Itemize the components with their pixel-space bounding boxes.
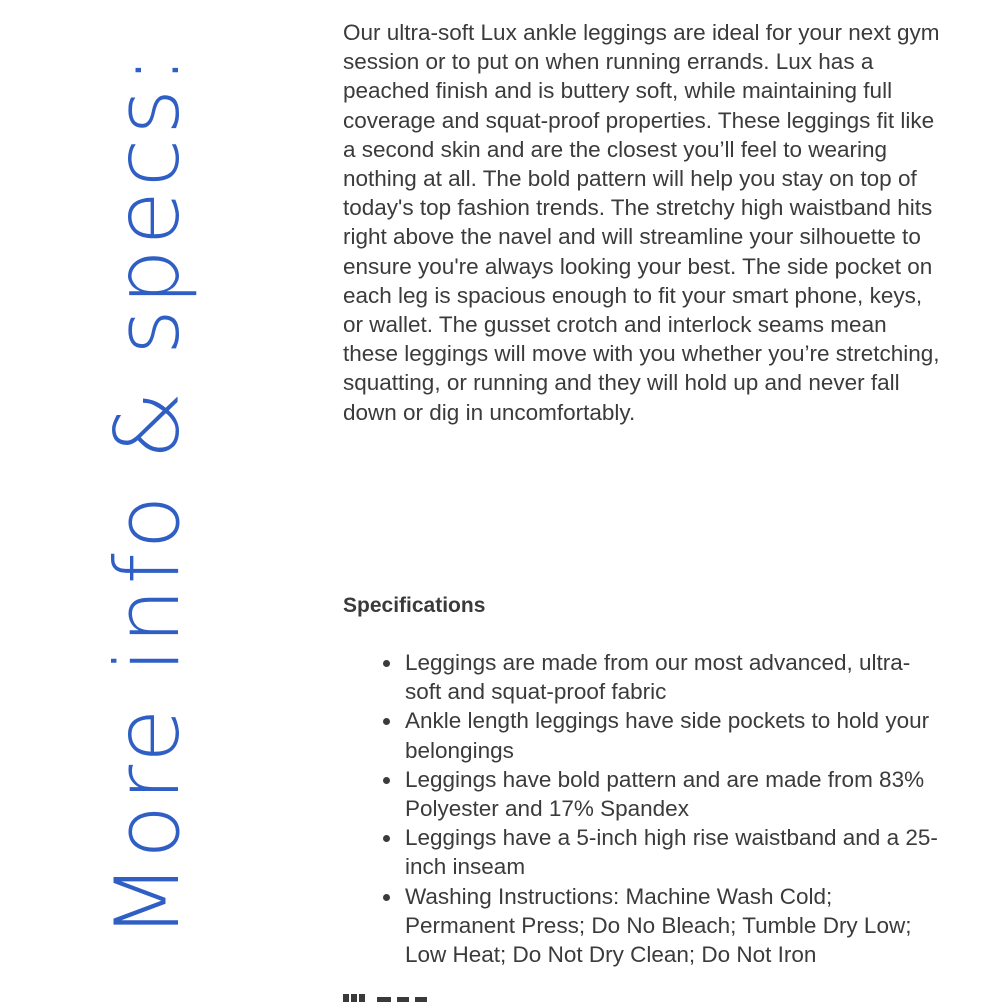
spec-item bbox=[405, 765, 945, 823]
product-description: Our ultra-soft Lux ankle leggings are ideal for your next gym session or to put on when running errands. Lux has a peached finish and is buttery soft, while maintaining full coverage and squat-proof properties. These leggings fit like a second skin and are the closest you’ll feel to wearing nothing at all. The bold pattern will help you stay on top of today's top fashion trends. The stretchy high waistband hits right above the navel and will streamline your silhouette to ensure you're always looking your best. The side pocket on each leg is spacious enough to fit your smart phone, keys, or wallet. The gusset crotch and interlock seams mean these leggings will move with you whether you’re stretching, squatting, or running and they will hold up and never fall down or dig in uncomfortably. bbox=[343, 20, 940, 425]
spec-item bbox=[405, 706, 945, 764]
bullet-icon bbox=[383, 718, 390, 725]
bullet-icon bbox=[383, 894, 390, 901]
spec-item-text: Leggings are made from our most advanced, ultra-soft and squat-proof fabric bbox=[405, 650, 911, 705]
spec-item-text: Washing Instructions: Machine Wash Cold; Permanent Press; Do No Bleach; Tumble Dry Low; Low Heat; Do Not Dry Clean; Do Not Iron bbox=[405, 883, 912, 968]
side-title: More info & specs: bbox=[96, 51, 199, 939]
spec-item-text: Leggings have a 5-inch high rise waistband and a 25-inch inseam bbox=[405, 825, 938, 880]
specifications-list bbox=[405, 648, 945, 969]
bullet-icon bbox=[383, 835, 390, 842]
product-description-section bbox=[343, 18, 943, 427]
bullet-icon bbox=[383, 777, 390, 784]
specifications-heading: Specifications bbox=[343, 594, 486, 617]
spec-item-text: Ankle length leggings have side pockets to hold your belongings bbox=[405, 708, 930, 763]
spec-item bbox=[405, 648, 945, 706]
spec-item bbox=[405, 882, 945, 970]
spec-item bbox=[405, 823, 945, 881]
bullet-icon bbox=[383, 660, 390, 667]
spec-item-text: Leggings have bold pattern and are made from 83% Polyester and 17% Spandex bbox=[405, 766, 925, 822]
